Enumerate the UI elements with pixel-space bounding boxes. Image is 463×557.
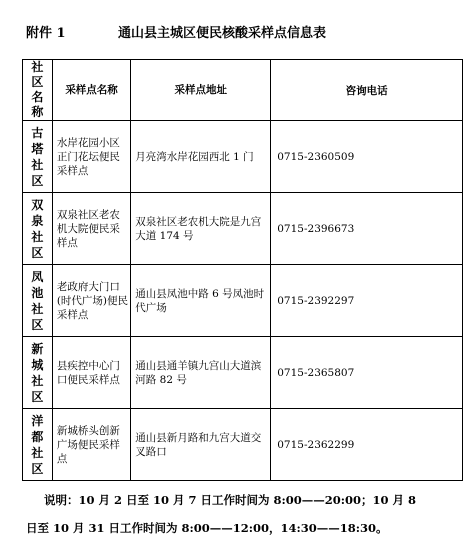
site-name-cell: 县疾控中心门口便民采样点 — [52, 337, 130, 409]
attachment-label: 附件 1 — [26, 26, 66, 41]
table-header-row — [23, 60, 463, 121]
site-name-cell: 新城桥头创新广场便民采样点 — [52, 409, 130, 481]
note-line-1: 说明：10 月 2 日至 10 月 7 日工作时间为 8:00——20:00；10 月 8 — [44, 493, 417, 507]
document-title: 通山县主城区便民核酸采样点信息表 — [118, 26, 327, 41]
site-name-cell: 双泉社区老农机大院便民采样点 — [52, 193, 130, 265]
document-header — [0, 22, 463, 44]
community-cell: 凤 池 社 区 — [23, 265, 53, 337]
community-cell: 古 塔 社 区 — [23, 121, 53, 193]
site-address-cell: 月亮湾水岸花园西北 1 门 — [131, 121, 271, 193]
header-site-address: 采样点地址 — [131, 60, 271, 121]
site-address-cell: 通山县凤池中路 6 号凤池时代广场 — [131, 265, 271, 337]
site-address-cell: 通山县新月路和九宫大道交叉路口 — [131, 409, 271, 481]
community-cell: 新 城 社 区 — [23, 337, 53, 409]
site-address-cell: 通山县通羊镇九宫山大道滨河路 82 号 — [131, 337, 271, 409]
table-row — [23, 337, 463, 409]
sampling-sites-table — [22, 59, 463, 481]
site-address-cell: 双泉社区老农机大院是九宫大道 174 号 — [131, 193, 271, 265]
header-phone: 咨询电话 — [271, 60, 463, 121]
note-line-2: 日至 10 月 31 日工作时间为 8:00——12:00，14:30——18:30。 — [26, 521, 388, 535]
phone-cell: 0715-2362299 — [271, 409, 463, 481]
phone-cell: 0715-2365807 — [271, 337, 463, 409]
table-row — [23, 265, 463, 337]
community-cell: 双 泉 社 区 — [23, 193, 53, 265]
phone-cell: 0715-2396673 — [271, 193, 463, 265]
table-row — [23, 193, 463, 265]
phone-cell: 0715-2392297 — [271, 265, 463, 337]
site-name-cell: 老政府大门口(时代广场)便民采样点 — [52, 265, 130, 337]
site-name-cell: 水岸花园小区正门花坛便民采样点 — [52, 121, 130, 193]
table-row — [23, 409, 463, 481]
table-row — [23, 121, 463, 193]
phone-cell: 0715-2360509 — [271, 121, 463, 193]
header-community: 社 区 名 称 — [23, 60, 53, 121]
community-cell: 洋 都 社 区 — [23, 409, 53, 481]
header-site-name: 采样点名称 — [52, 60, 130, 121]
